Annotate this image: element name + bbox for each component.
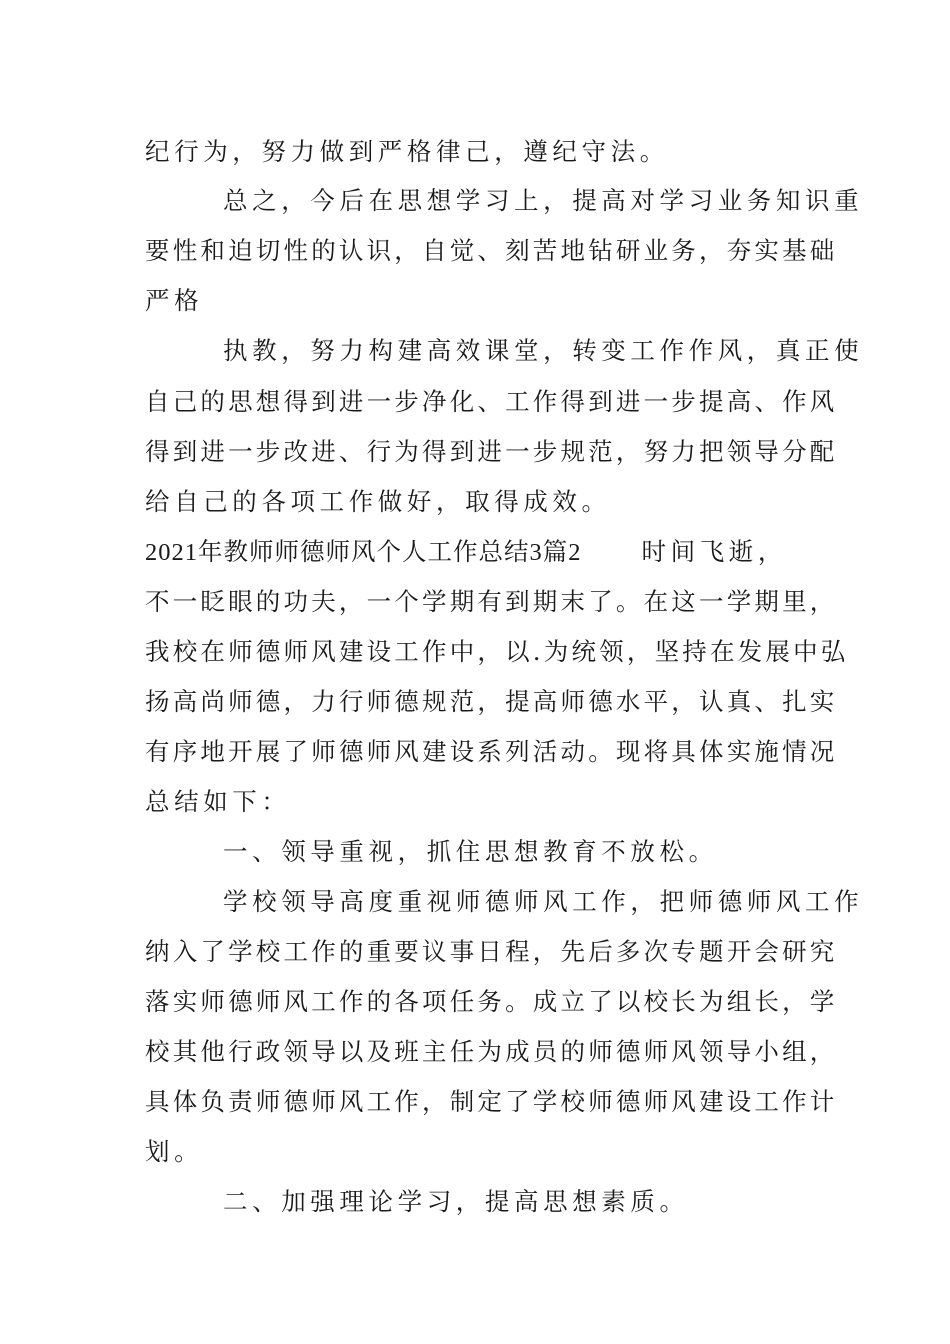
paragraph-line: 自己的思想得到进一步净化、工作得到进一步提高、作风 [145, 387, 838, 416]
paragraph-line: 校其他行政领导以及班主任为成员的师德师风领导小组， [145, 1037, 838, 1066]
paragraph-line: 得到进一步改进、行为得到进一步规范，努力把领导分配 [145, 437, 838, 466]
paragraph-line: 我校在师德师风建设工作中，以.为统领，坚持在发展中弘 [145, 637, 849, 666]
subheading-line: 二、加强理论学习，提高思想素质。 [223, 1187, 689, 1216]
paragraph-line: 学校领导高度重视师德师风工作，把师德师风工作 [223, 887, 864, 916]
paragraph-line: 执教，努力构建高效课堂，转变工作作风，真正使 [223, 336, 864, 365]
paragraph-line: 不一眨眼的功夫，一个学期有到期末了。在这一学期里， [145, 587, 838, 616]
paragraph-start: 时间飞逝， [641, 537, 787, 566]
paragraph-line: 纳入了学校工作的重要议事日程，先后多次专题开会研究 [145, 937, 838, 966]
paragraph-line: 有序地开展了师德师风建设系列活动。现将具体实施情况 [145, 737, 838, 766]
paragraph-line: 落实师德师风工作的各项任务。成立了以校长为组长，学 [145, 987, 838, 1016]
paragraph-line: 划。 [145, 1137, 204, 1166]
paragraph-line: 扬高尚师德，力行师德规范，提高师德水平，认真、扎实 [145, 687, 838, 716]
paragraph-line: 给自己的各项工作做好，取得成效。 [145, 487, 611, 516]
paragraph-line: 总结如下： [145, 787, 291, 816]
section-title: 2021年教师师德师风个人工作总结3篇2 [145, 539, 582, 566]
paragraph-line: 要性和迫切性的认识，自觉、刻苦地钻研业务，夯实基础 [145, 236, 838, 265]
paragraph-line: 纪行为，努力做到严格律己，遵纪守法。 [145, 137, 669, 166]
paragraph-line: 严格 [145, 286, 204, 315]
paragraph-line: 总之，今后在思想学习上，提高对学习业务知识重 [223, 186, 864, 215]
subheading-line: 一、领导重视，抓住思想教育不放松。 [223, 837, 718, 866]
section-heading-line [145, 537, 825, 568]
paragraph-line: 具体负责师德师风工作，制定了学校师德师风建设工作计 [145, 1087, 838, 1116]
